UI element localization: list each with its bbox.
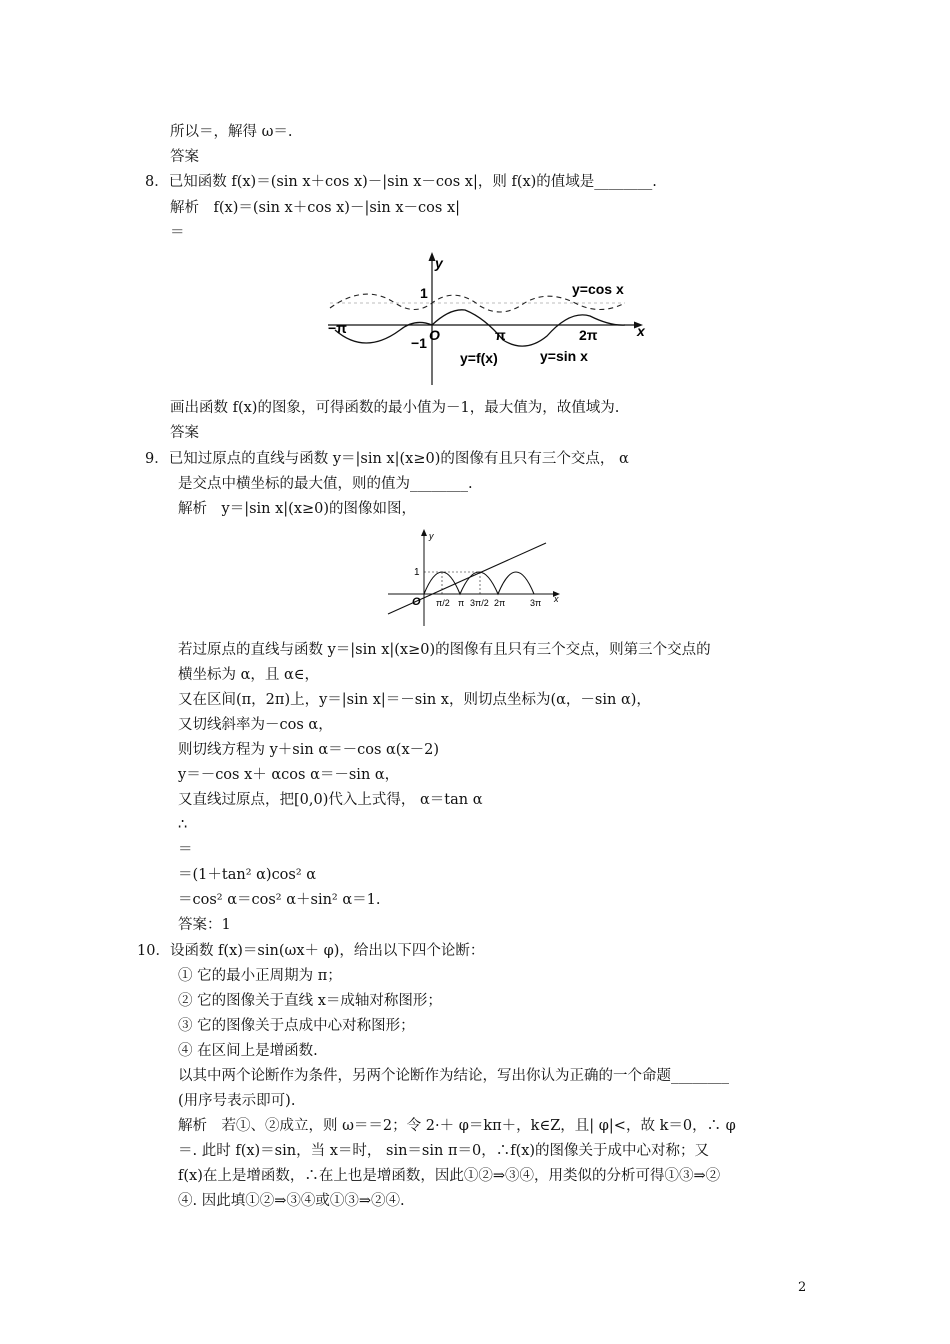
solution-line: ＝(1＋tan² α)cos² α xyxy=(178,867,317,883)
label-one: 1 xyxy=(420,285,428,301)
y-axis-label: y xyxy=(429,531,434,541)
statement-item-3: ③ 它的图像关于点成中心对称图形； xyxy=(178,1018,415,1034)
label-one: 1 xyxy=(414,567,420,578)
label-three-pi-over-2: 3π/2 xyxy=(470,598,489,608)
label-two-pi: 2π xyxy=(579,327,598,343)
problem-9-statement-cont: 是交点中横坐标的最大值，则的值为________. xyxy=(178,476,473,492)
text-line: 所以＝，解得 ω＝. xyxy=(170,124,293,140)
solution-line: ＝ xyxy=(178,842,193,858)
solution-line: 又直线过原点，把[0,0)代入上式得， α＝tan α xyxy=(178,792,483,808)
answer-label: 答案：1 xyxy=(178,917,231,933)
cos-curve-label: y=cos x xyxy=(572,281,624,297)
statement-item-4: ④ 在区间上是增函数. xyxy=(178,1043,318,1059)
problem-10-statement: 10．设函数 f(x)＝sin(ωx＋ φ)，给出以下四个论断： xyxy=(137,943,485,959)
origin-label: O xyxy=(412,596,421,608)
label-neg-one: −1 xyxy=(411,335,427,351)
label-neg-pi: −π xyxy=(328,320,347,336)
statement-item-2: ② 它的图像关于直线 x＝成轴对称图形； xyxy=(178,993,442,1009)
statement-item-1: ① 它的最小正周期为 π； xyxy=(178,968,342,984)
f-curve-label: y=f(x) xyxy=(460,350,498,366)
solution-line: 又在区间(π，2π)上，y＝|sin x|＝－sin x，则切点坐标为(α，－sin α)， xyxy=(178,692,651,708)
solution-line: ＝cos² α＝cos² α＋sin² α＝1. xyxy=(178,892,381,908)
problem-8-statement: 8．已知函数 f(x)＝(sin x＋cos x)－|sin x－cos x|，则 f(x)的值域是________. xyxy=(145,174,657,190)
solution-line: 则切线方程为 y＋sin α＝－cos α(x－2) xyxy=(178,742,440,758)
solution-line: ④. 因此填①②⇒③④或①③⇒②④. xyxy=(178,1193,405,1209)
solution-line: ∴ xyxy=(178,817,188,833)
graph-canvas xyxy=(325,248,655,388)
x-axis-label: x xyxy=(554,594,559,604)
label-two-pi: 2π xyxy=(494,598,506,608)
answer-label: 答案 xyxy=(170,149,199,165)
solution-line: ＝. 此时 f(x)＝sin，当 x＝时， sin＝sin π＝0，∴f(x)的图像关于成中心对称；又 xyxy=(178,1143,710,1159)
problem-10-question: 以其中两个论断作为条件，另两个论断作为结论，写出你认为正确的一个命题________ xyxy=(178,1068,729,1084)
solution-line: 解析 若①、②成立，则 ω＝＝2；令 2·＋ φ＝kπ＋，k∈Z，且| φ|<，故 k＝0，∴ φ xyxy=(178,1118,736,1134)
solution-line: 又切线斜率为－cos α， xyxy=(178,717,333,733)
solution-line: y＝－cos x＋ αcos α＝－sin α， xyxy=(178,767,400,783)
solution-line: f(x)在上是增函数，∴在上也是增函数，因此①②⇒③④，用类似的分析可得①③⇒② xyxy=(178,1168,721,1184)
label-pi: π xyxy=(458,598,465,608)
page-number: 2 xyxy=(798,1280,807,1295)
problem-10-question-cont: (用序号表示即可). xyxy=(178,1093,296,1109)
solution-line: ＝ xyxy=(170,225,185,241)
label-pi: π xyxy=(495,327,506,343)
origin-label: O xyxy=(429,327,440,343)
label-pi-over-2: π/2 xyxy=(436,598,450,608)
solution-line: 横坐标为 α，且 α∈， xyxy=(178,667,320,683)
solution-line: 若过原点的直线与函数 y＝|sin x|(x≥0)的图像有且只有三个交点，则第三个交点的 xyxy=(178,642,711,658)
figure-sin-cos-graph xyxy=(325,248,655,392)
y-axis-label: y xyxy=(435,255,443,271)
sin-curve-label: y=sin x xyxy=(540,348,588,364)
label-three-pi: 3π xyxy=(530,598,542,608)
x-axis-label: x xyxy=(637,323,645,339)
answer-label: 答案 xyxy=(170,425,199,441)
solution-line: 画出函数 f(x)的图象，可得函数的最小值为－1，最大值为，故值域为. xyxy=(170,400,620,416)
graph-canvas xyxy=(384,526,574,630)
problem-9-statement: 9．已知过原点的直线与函数 y＝|sin x|(x≥0)的图像有且只有三个交点， α xyxy=(145,451,629,467)
solution-line: 解析 y＝|sin x|(x≥0)的图像如图， xyxy=(178,501,417,517)
solution-line: 解析 f(x)＝(sin x＋cos x)－|sin x－cos x| xyxy=(170,200,461,216)
figure-abs-sin-graph xyxy=(384,526,574,634)
